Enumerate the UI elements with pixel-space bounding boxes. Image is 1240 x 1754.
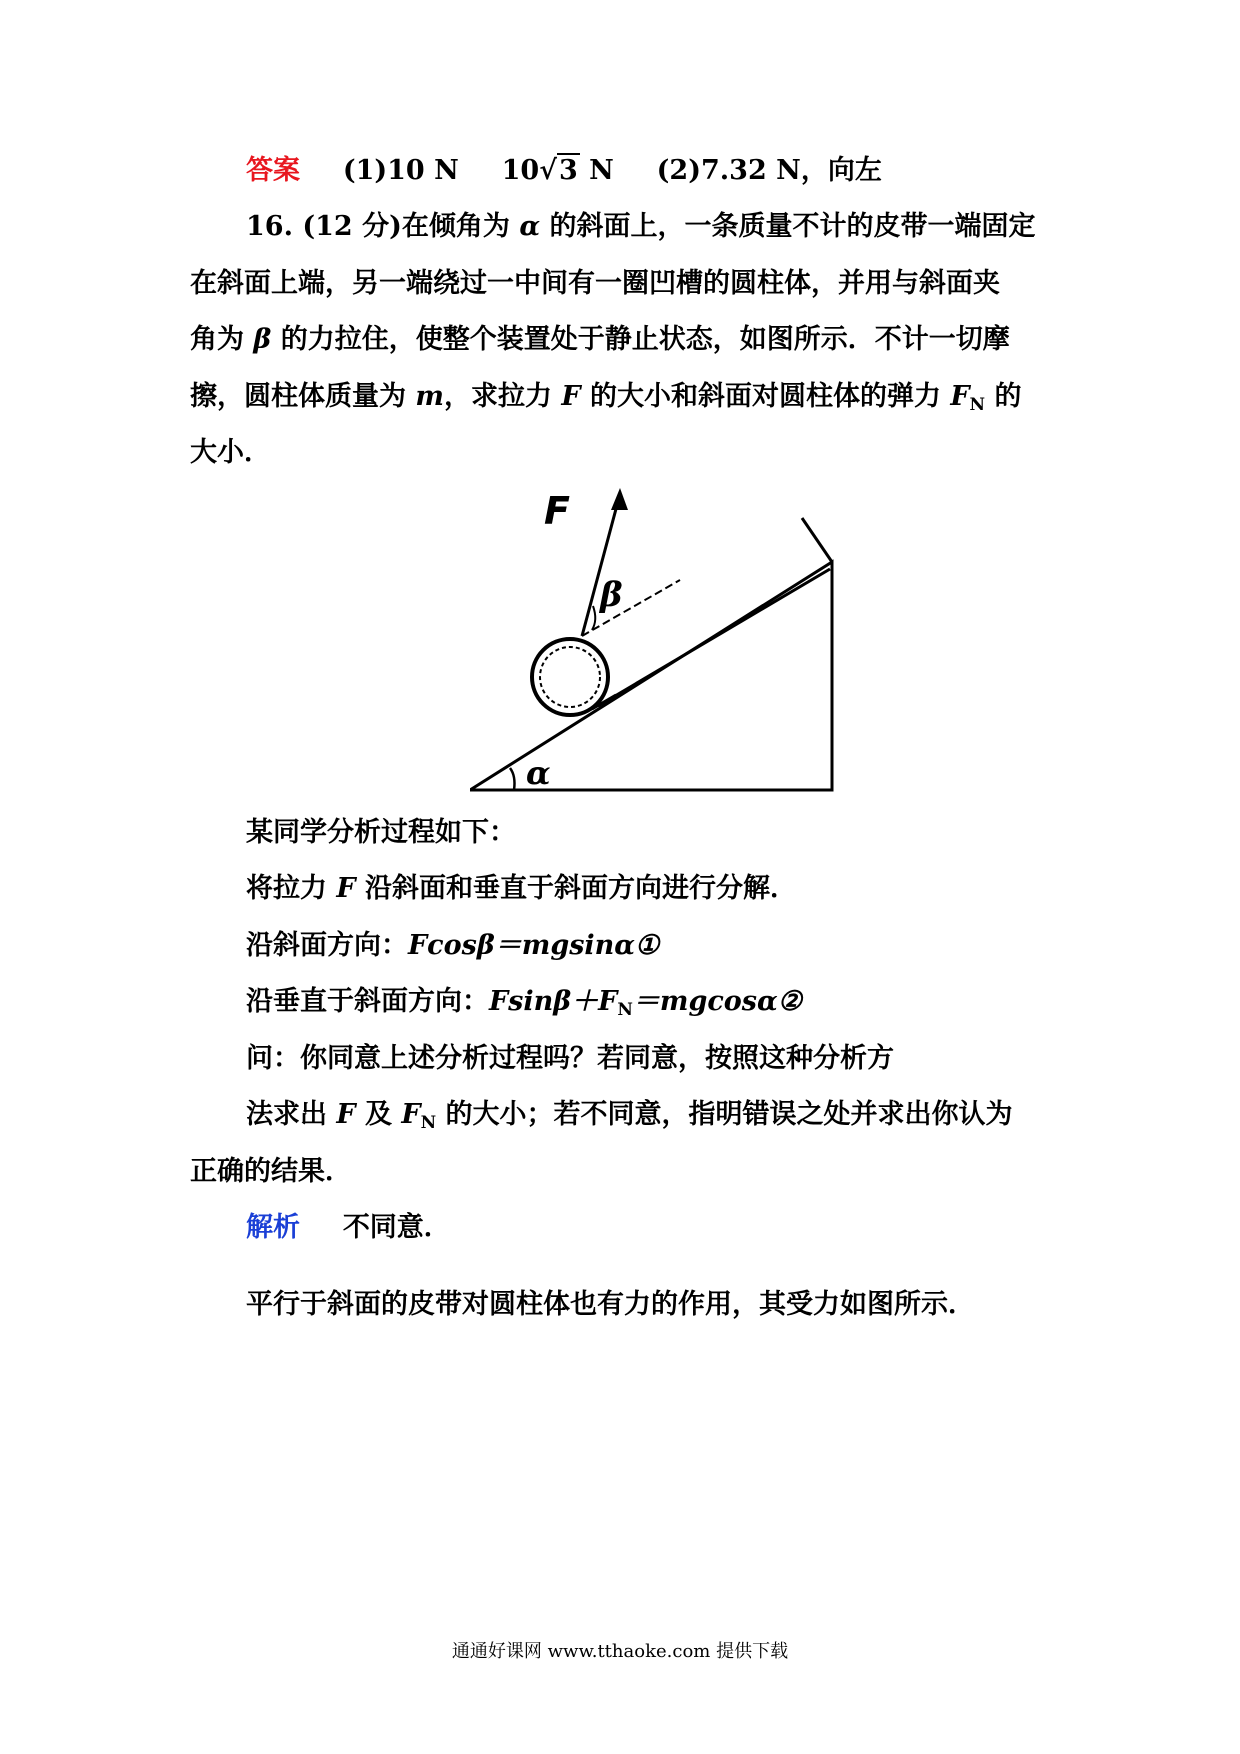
sqrt-sign: √	[539, 155, 557, 186]
answer-line	[246, 154, 882, 188]
problem-line-4	[190, 380, 1022, 422]
problem-text: 在斜面上端，另一端绕过一中间有一圈凹槽的圆柱体，并用与斜面夹	[190, 268, 1000, 299]
problem-text: 的大小和斜面对圆柱体的弹力	[580, 381, 951, 412]
analysis-intro	[246, 816, 516, 850]
problem-text: 角为	[190, 324, 254, 355]
answer-part1-coef: 10	[501, 155, 540, 186]
question-line-2	[246, 1098, 1013, 1140]
beta-arc	[592, 606, 595, 630]
equation-1-line	[246, 929, 659, 963]
problem-text: 的	[985, 381, 1022, 412]
question-text: 正确的结果．	[190, 1156, 352, 1187]
solution-text: 不同意．	[342, 1212, 451, 1243]
problem-line-5	[190, 436, 271, 470]
question-line-3	[190, 1155, 352, 1189]
problem-line-1	[246, 210, 1036, 244]
symbol-FN-subscript: N	[969, 395, 986, 415]
problem-text: 在倾角为	[401, 211, 520, 242]
label-F: F	[544, 489, 570, 533]
answer-part1-unit: N	[589, 155, 614, 186]
force-F-arrowhead	[611, 488, 628, 510]
solution-text-2: 平行于斜面的皮带对圆柱体也有力的作用，其受力如图所示．	[246, 1289, 975, 1320]
question-text: 及	[355, 1099, 402, 1130]
analysis-step1	[246, 872, 797, 906]
answer-part1-root: 3	[558, 155, 578, 186]
question-text: 的大小；若不同意，指明错误之处并求出你认为	[436, 1099, 1013, 1130]
alpha-arc	[510, 768, 515, 790]
equation-2-line	[246, 985, 802, 1027]
equation-2-part-a: Fsinβ＋F	[489, 986, 618, 1017]
reference-dashed-line	[582, 580, 680, 636]
belt-line	[598, 569, 830, 706]
symbol-FN-subscript: N	[420, 1113, 437, 1133]
symbol-beta: β	[253, 324, 272, 355]
problem-text: 大小．	[190, 437, 271, 468]
solution-line-2	[246, 1288, 975, 1322]
incline-diagram	[470, 488, 850, 800]
symbol-F: F	[336, 1099, 356, 1130]
symbol-alpha: α	[519, 211, 541, 242]
symbol-F: F	[561, 381, 581, 412]
solution-label: 解析	[246, 1212, 300, 1243]
problem-text: 的力拉住，使整个装置处于静止状态，如图所示．不计一切摩	[271, 324, 1010, 355]
answer-part1: (1)10 N	[342, 155, 459, 186]
question-text: 问：你同意上述分析过程吗？若同意，按照这种分析方	[246, 1043, 894, 1074]
problem-number: 16. (12 分)	[246, 211, 402, 242]
belt-anchor-line	[802, 518, 832, 562]
analysis-text: 将拉力	[246, 873, 337, 904]
problem-text: ，求拉力	[443, 381, 562, 412]
problem-line-2	[190, 267, 1000, 301]
label-alpha: α	[526, 754, 551, 792]
symbol-F: F	[336, 873, 356, 904]
label-beta: β	[600, 575, 623, 615]
solution-line	[246, 1211, 451, 1245]
answer-label: 答案	[246, 155, 300, 186]
problem-line-3	[190, 323, 1010, 357]
symbol-FN: F	[950, 381, 970, 412]
symbol-m: m	[415, 381, 444, 412]
equation-1: Fcosβ＝mgsinα①	[408, 930, 660, 961]
question-text: 法求出	[246, 1099, 337, 1130]
analysis-text: 某同学分析过程如下：	[246, 817, 516, 848]
problem-text: 的斜面上，一条质量不计的皮带一端固定	[540, 211, 1036, 242]
page-footer: 通通好课网 www.tthaoke.com 提供下载	[451, 1641, 789, 1662]
question-line-1	[246, 1042, 894, 1076]
cylinder-outer	[532, 639, 608, 715]
symbol-FN: F	[401, 1099, 421, 1130]
analysis-text: 沿斜面和垂直于斜面方向进行分解．	[355, 873, 797, 904]
answer-part2: (2)7.32 N，向左	[656, 155, 882, 186]
equation-2-label: 沿垂直于斜面方向：	[246, 986, 489, 1017]
equation-2-part-b: ＝mgcosα②	[632, 986, 802, 1017]
equation-2-subscript: N	[617, 1000, 633, 1020]
equation-1-label: 沿斜面方向：	[246, 930, 408, 961]
problem-text: 擦，圆柱体质量为	[190, 381, 416, 412]
